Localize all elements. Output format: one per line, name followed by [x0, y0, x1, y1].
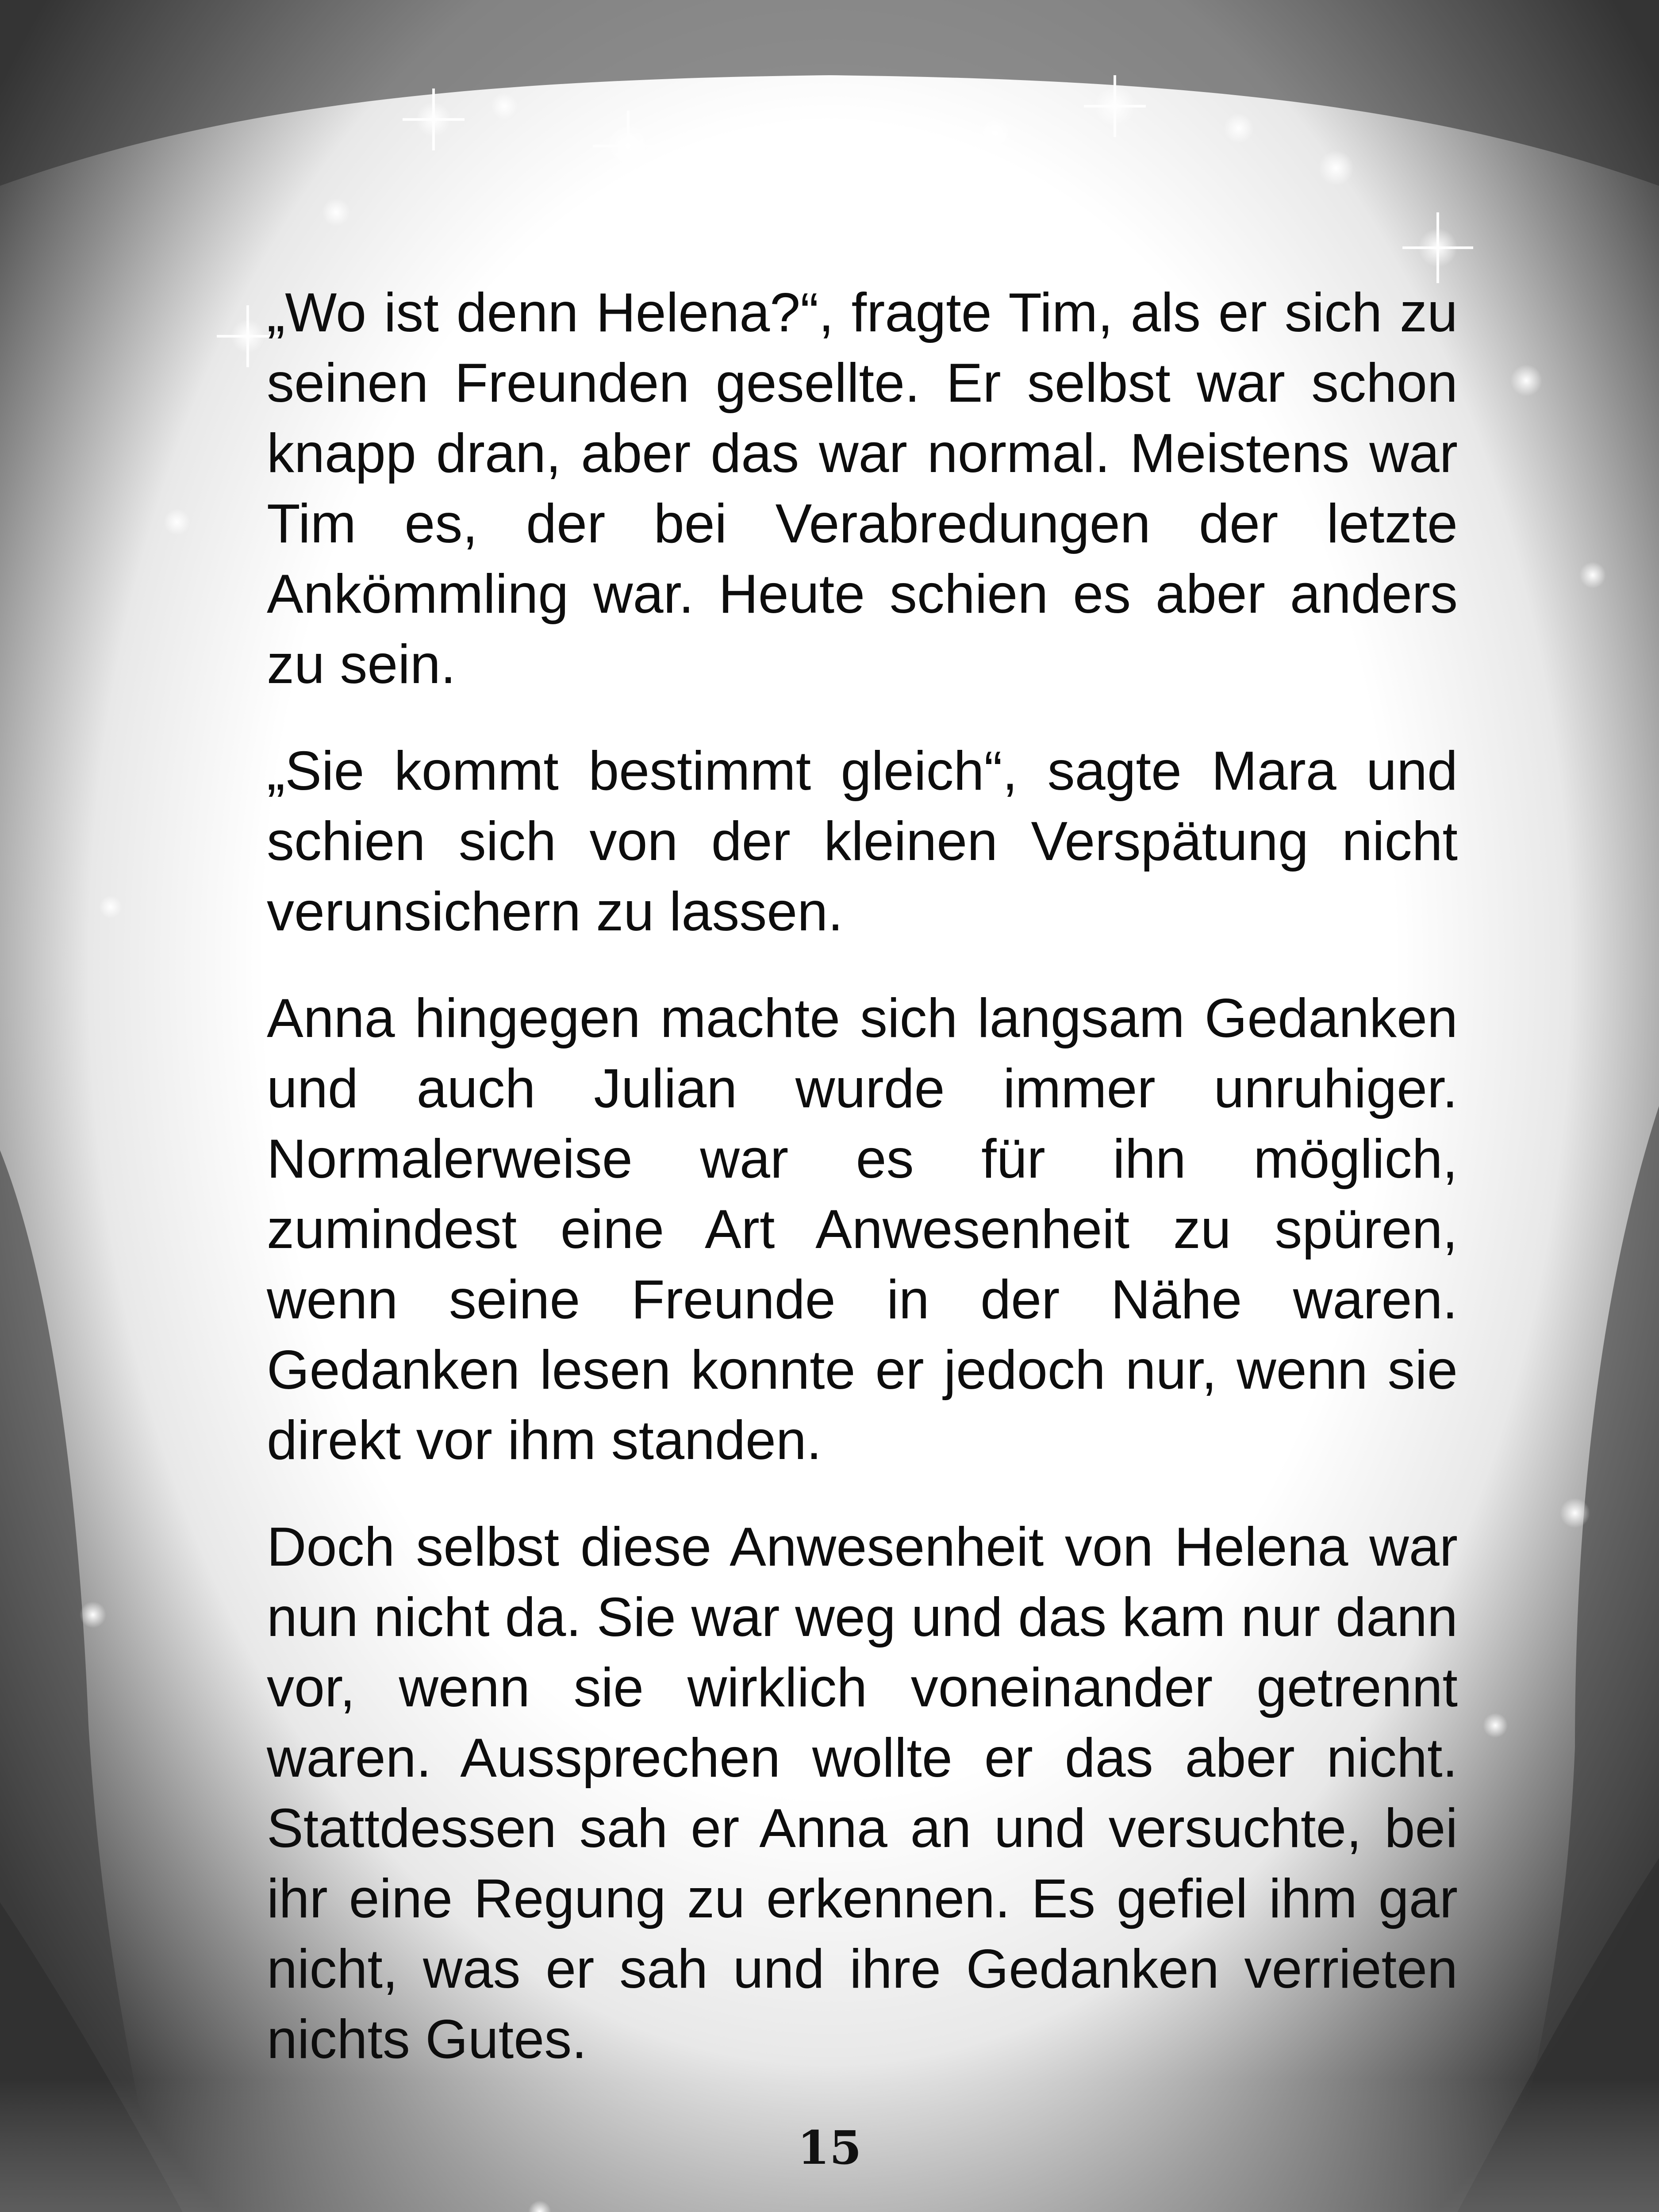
paragraph-1: „Wo ist denn Helena?“, fragte Tim, als er sich zu seinen Freunden gesellte. Er selbst war schon knapp dran, aber das war normal. Meistens war Tim es, der bei Verabredungen der letzte Ankömmling war. Heute schien es aber anders zu sein.	[267, 282, 1458, 695]
page-number: 15	[797, 2120, 862, 2175]
paragraph-3: Anna hingegen machte sich langsam Gedanken und auch Julian wurde immer unruhiger. Normalerweise war es für ihn möglich, zumindest eine Art Anwesenheit zu spüren, wenn seine Freunde in der Nähe waren. Gedanken lesen konnte er jedoch nur, wenn sie direkt vor ihm standen.	[267, 988, 1458, 1471]
paragraph-2: „Sie kommt bestimmt gleich“, sagte Mara und schien sich von der kleinen Verspätung nicht verunsichern zu lassen.	[267, 741, 1458, 942]
story-text	[267, 278, 1458, 2075]
paragraph-4: Doch selbst diese Anwesenheit von Helena war nun nicht da. Sie war weg und das kam nur dann vor, wenn sie wirklich voneinander getrennt waren. Aussprechen wollte er das aber nicht. Stattdessen sah er Anna an und versuchte, bei ihr eine Regung zu erkennen. Es gefiel ihm gar nicht, was er sah und ihre Gedanken verrieten nichts Gutes.	[267, 1517, 1458, 2070]
